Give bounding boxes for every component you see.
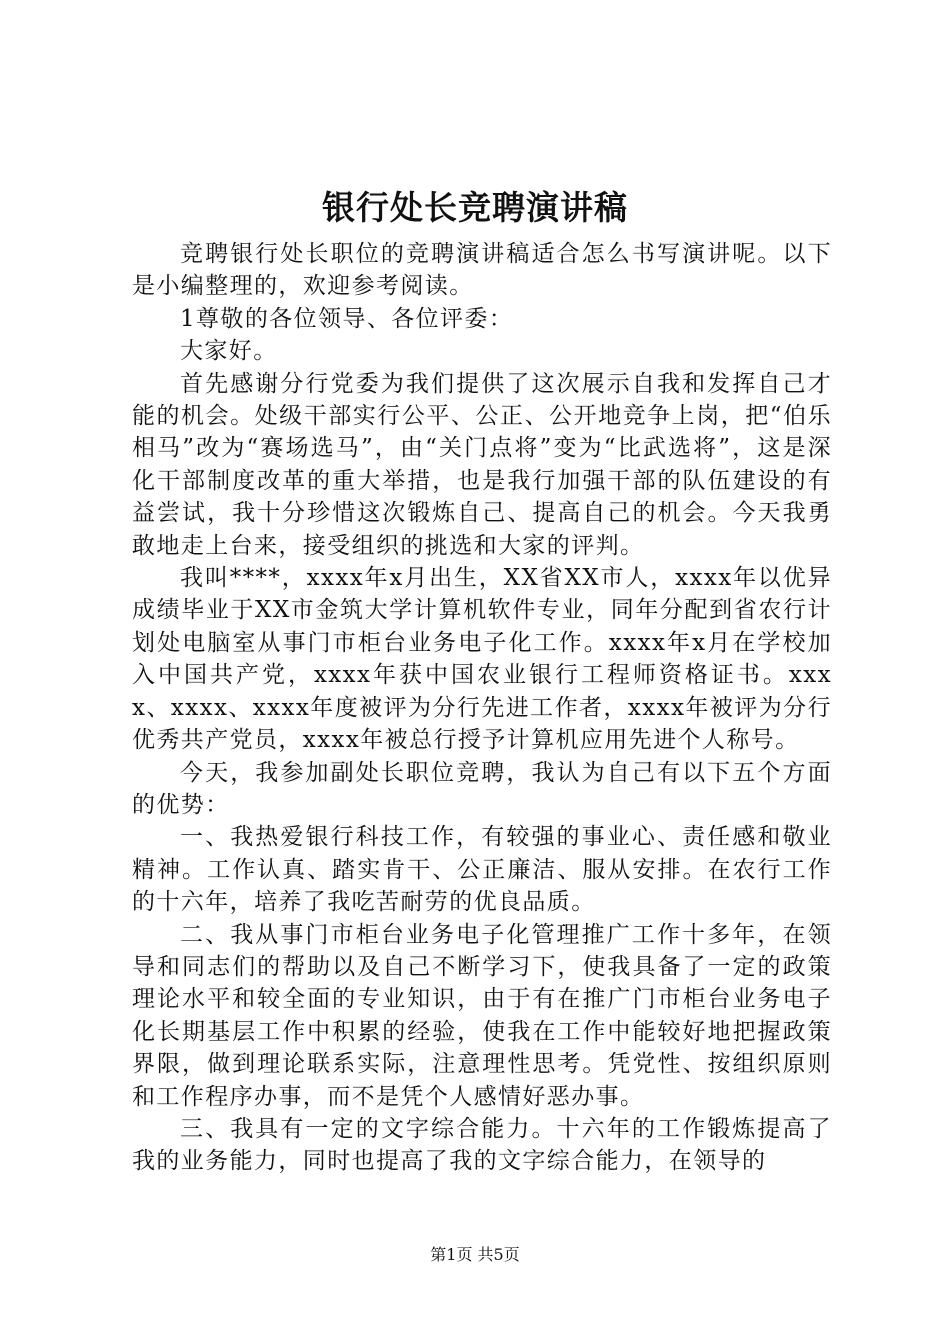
document-body	[132, 238, 832, 1178]
page-indicator: 第1页 共5页	[430, 1245, 520, 1264]
paragraph-advantage-three: 三、我具有一定的文字综合能力。十六年的工作锻炼提高了我的业务能力，同时也提高了我的文字综合能力，在领导的	[132, 1115, 832, 1175]
paragraph-advantage-two: 二、我从事门市柜台业务电子化管理推广工作十多年，在领导和同志们的帮助以及自己不断学习下，使我具备了一定的政策理论水平和较全面的专业知识，由于有在推广门市柜台业务电子化长期基层工作中积累的经验，使我在工作中能较好地把握政策界限，做到理论联系实际，注意理性思考。凭党性、按组织原则和工作程序办事，而不是凭个人感情好恶办事。	[132, 921, 832, 1110]
paragraph-advantage-one: 一、我热爱银行科技工作，有较强的事业心、责任感和敬业精神。工作认真、踏实肯干、公正廉洁、服从安排。在农行工作的十六年，培养了我吃苦耐劳的优良品质。	[132, 824, 832, 916]
paragraph-salutation: 1尊敬的各位领导、各位评委：	[180, 305, 514, 332]
paragraph-intro: 竞聘银行处长职位的竞聘演讲稿适合怎么书写演讲呢。以下是小编整理的，欢迎参考阅读。	[132, 241, 832, 300]
paragraph-thanks: 首先感谢分行党委为我们提供了这次展示自我和发挥自己才能的机会。处级干部实行公平、公正、公开地竞争上岗，把“伯乐相马”改为“赛场选马”，由“关门点将”变为“比武选将”，这是深化干部制度改革的重大举措，也是我行加强干部的队伍建设的有益尝试，我十分珍惜这次锻炼自己、提高自己的机会。今天我勇敢地走上台来，接受组织的挑选和大家的评判。	[132, 370, 832, 559]
paragraph-greeting: 大家好。	[180, 338, 278, 365]
paragraph-advantages-lead: 今天，我参加副处长职位竞聘，我认为自己有以下五个方面的优势：	[132, 759, 832, 818]
paragraph-self-introduction: 我叫****，xxxx年x月出生，XX省XX市人，xxxx年以优异成绩毕业于XX市金筑大学计算机软件专业，同年分配到省农行计划处电脑室从事门市柜台业务电子化工作。xxxx年x月在学校加入中国共产党，xxxx年获中国农业银行工程师资格证书。xxxx、xxxx、xxxx年度被评为分行先进工作者，xxxx年被评为分行优秀共产党员，xxxx年被总行授予计算机应用先进个人称号。	[132, 565, 832, 754]
document-title: 银行处长竞聘演讲稿	[322, 188, 628, 227]
